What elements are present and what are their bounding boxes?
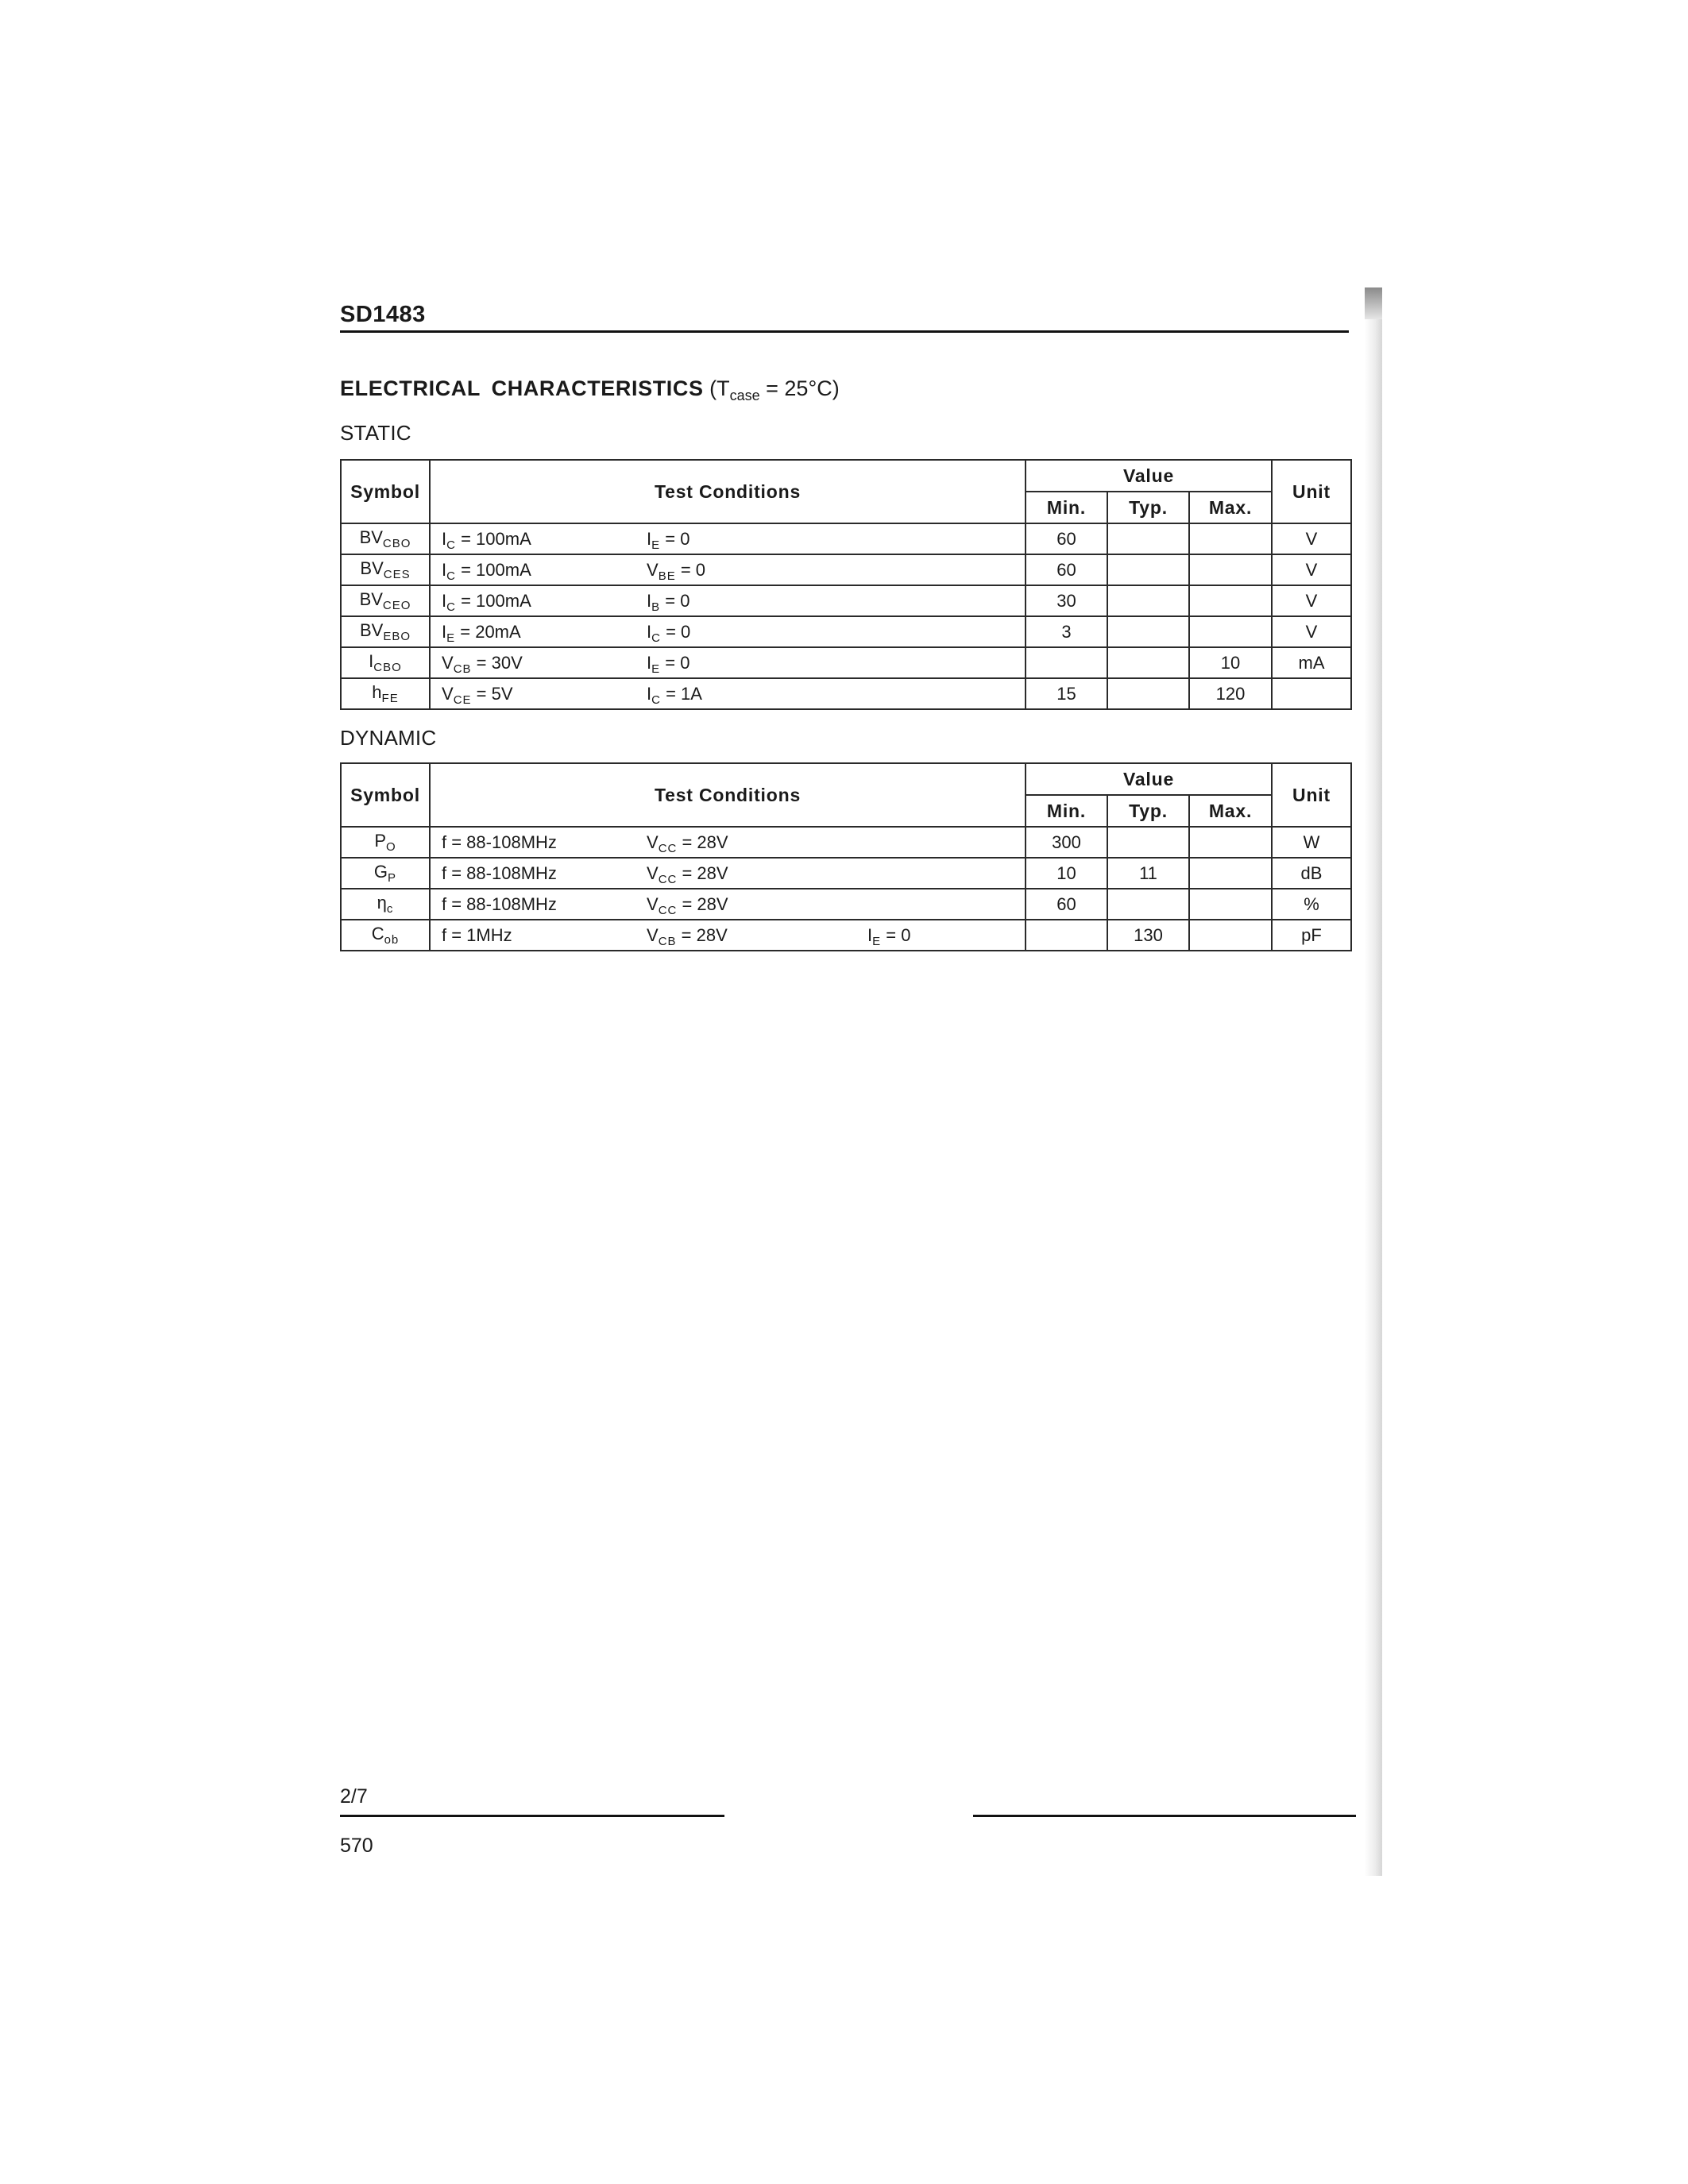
- table-row: [341, 616, 1351, 647]
- table-row: [341, 827, 1351, 858]
- header-max: Max.: [1189, 492, 1272, 523]
- table-row: [341, 523, 1351, 554]
- min-cell: 3: [1026, 616, 1107, 647]
- table-row: [341, 889, 1351, 920]
- max-cell: [1189, 889, 1272, 920]
- min-cell: 60: [1026, 554, 1107, 585]
- page-edge-shadow-top: [1365, 287, 1382, 319]
- typ-cell: [1107, 616, 1189, 647]
- page-fraction: 2/7: [340, 1785, 368, 1808]
- typ-cell: [1107, 889, 1189, 920]
- symbol-cell: $BV_{CBO}$: [341, 523, 430, 554]
- header-test-conditions: Test Conditions: [430, 763, 1026, 827]
- min-cell: 60: [1026, 889, 1107, 920]
- symbol-cell: $BV_{EBO}$: [341, 616, 430, 647]
- max-cell: [1189, 920, 1272, 951]
- footer-rule-left: [340, 1815, 724, 1817]
- typ-cell: [1107, 523, 1189, 554]
- unit-cell: %: [1272, 889, 1351, 920]
- max-cell: 10: [1189, 647, 1272, 678]
- condition-1: f = 88-108MHz: [442, 863, 557, 883]
- condition-2: $V_{CC} = 28V$: [647, 863, 728, 886]
- min-cell: 300: [1026, 827, 1107, 858]
- section-title: [340, 376, 840, 404]
- max-cell: [1189, 554, 1272, 585]
- condition-2: $V_{CC} = 28V$: [647, 832, 728, 855]
- unit-cell: pF: [1272, 920, 1351, 951]
- unit-cell: dB: [1272, 858, 1351, 889]
- condition-1: $I_E = 20mA$: [442, 622, 521, 645]
- typ-cell: [1107, 827, 1189, 858]
- condition-1: $V_{CE} = 5V$: [442, 684, 513, 707]
- max-cell: [1189, 616, 1272, 647]
- max-cell: [1189, 585, 1272, 616]
- condition-2: $I_B = 0$: [647, 591, 690, 614]
- max-cell: [1189, 523, 1272, 554]
- dynamic-heading: DYNAMIC: [340, 726, 437, 750]
- typ-cell: 130: [1107, 920, 1189, 951]
- header-typ: Typ.: [1107, 492, 1189, 523]
- symbol-cell: $C_{ob}$: [341, 920, 430, 951]
- max-cell: [1189, 827, 1272, 858]
- condition-2: $V_{CB} = 28V$: [647, 925, 728, 948]
- test-conditions-cell: [430, 827, 1026, 858]
- typ-cell: [1107, 554, 1189, 585]
- test-conditions-cell: [430, 585, 1026, 616]
- symbol-cell: $BV_{CEO}$: [341, 585, 430, 616]
- condition-2: $I_E = 0$: [647, 529, 690, 552]
- unit-cell: [1272, 678, 1351, 709]
- max-cell: [1189, 858, 1272, 889]
- section-title-condition: $(T_{case} = 25^\circ C)$: [709, 376, 840, 403]
- symbol-cell: $P_O$: [341, 827, 430, 858]
- typ-cell: 11: [1107, 858, 1189, 889]
- test-conditions-cell: [430, 858, 1026, 889]
- condition-1: f = 88-108MHz: [442, 894, 557, 914]
- symbol-cell: $h_{FE}$: [341, 678, 430, 709]
- table-row: [341, 647, 1351, 678]
- test-conditions-cell: [430, 678, 1026, 709]
- header-value: Value: [1026, 460, 1272, 492]
- min-cell: [1026, 920, 1107, 951]
- dynamic-table: [340, 762, 1352, 951]
- header-test-conditions: Test Conditions: [430, 460, 1026, 523]
- condition-1: $V_{CB} = 30V$: [442, 653, 523, 676]
- typ-cell: [1107, 647, 1189, 678]
- header-rule: [340, 330, 1349, 333]
- symbol-cell: $I_{CBO}$: [341, 647, 430, 678]
- part-number-title: SD1483: [340, 302, 426, 327]
- typ-cell: [1107, 678, 1189, 709]
- table-row: [341, 554, 1351, 585]
- unit-cell: W: [1272, 827, 1351, 858]
- max-cell: 120: [1189, 678, 1272, 709]
- condition-2: $I_C = 1A$: [647, 684, 702, 707]
- condition-1: $I_C = 100mA$: [442, 591, 531, 614]
- test-conditions-cell: [430, 647, 1026, 678]
- table-row: [341, 858, 1351, 889]
- table-row: [341, 678, 1351, 709]
- condition-2: $V_{BE} = 0$: [647, 560, 706, 583]
- condition-1: f = 1MHz: [442, 925, 512, 945]
- unit-cell: V: [1272, 585, 1351, 616]
- condition-3: $I_E = 0$: [867, 925, 911, 948]
- condition-2: $I_C = 0$: [647, 622, 691, 645]
- test-conditions-cell: [430, 616, 1026, 647]
- section-title-main: ELECTRICAL CHARACTERISTICS: [340, 376, 704, 400]
- header-value: Value: [1026, 763, 1272, 795]
- header-min: Min.: [1026, 492, 1107, 523]
- page-number: 570: [340, 1835, 373, 1857]
- header-min: Min.: [1026, 795, 1107, 827]
- condition-2: $V_{CC} = 28V$: [647, 894, 728, 917]
- unit-cell: V: [1272, 616, 1351, 647]
- header-unit: Unit: [1272, 763, 1351, 827]
- symbol-cell: $BV_{CES}$: [341, 554, 430, 585]
- condition-1: $I_C = 100mA$: [442, 529, 531, 552]
- min-cell: [1026, 647, 1107, 678]
- min-cell: 10: [1026, 858, 1107, 889]
- min-cell: 30: [1026, 585, 1107, 616]
- page-edge-shadow: [1365, 287, 1382, 1876]
- static-table: [340, 459, 1352, 710]
- test-conditions-cell: [430, 554, 1026, 585]
- test-conditions-cell: [430, 920, 1026, 951]
- footer-rule-right: [973, 1815, 1356, 1817]
- header-unit: Unit: [1272, 460, 1351, 523]
- header-typ: Typ.: [1107, 795, 1189, 827]
- unit-cell: V: [1272, 523, 1351, 554]
- min-cell: 15: [1026, 678, 1107, 709]
- header-symbol: Symbol: [341, 460, 430, 523]
- unit-cell: mA: [1272, 647, 1351, 678]
- table-row: [341, 585, 1351, 616]
- unit-cell: V: [1272, 554, 1351, 585]
- condition-1: $I_C = 100mA$: [442, 560, 531, 583]
- symbol-cell: $\eta_c$: [341, 889, 430, 920]
- symbol-cell: $G_P$: [341, 858, 430, 889]
- header-symbol: Symbol: [341, 763, 430, 827]
- condition-2: $I_E = 0$: [647, 653, 690, 676]
- table-row: [341, 920, 1351, 951]
- header-max: Max.: [1189, 795, 1272, 827]
- static-heading: STATIC: [340, 421, 411, 445]
- min-cell: 60: [1026, 523, 1107, 554]
- condition-1: f = 88-108MHz: [442, 832, 557, 852]
- test-conditions-cell: [430, 889, 1026, 920]
- test-conditions-cell: [430, 523, 1026, 554]
- typ-cell: [1107, 585, 1189, 616]
